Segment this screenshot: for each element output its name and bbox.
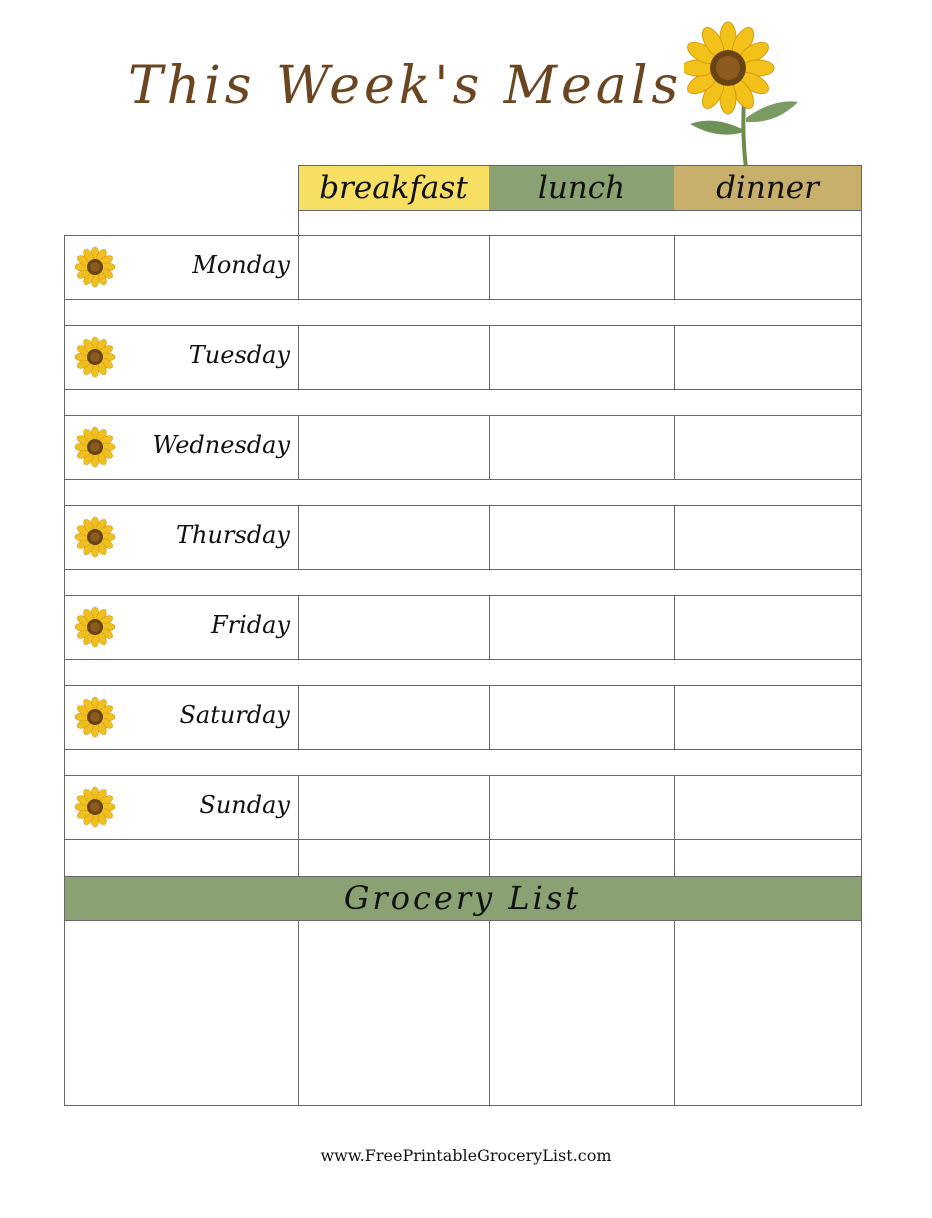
sunflower-icon [684, 20, 804, 168]
meal-cell-monday-breakfast[interactable] [298, 235, 489, 299]
grid-line [674, 235, 675, 299]
grocery-list-header: Grocery List [64, 876, 861, 920]
grid-line [64, 299, 862, 300]
grid-line [298, 685, 299, 749]
grid-line [64, 479, 65, 505]
grid-line [298, 775, 299, 839]
grid-line [64, 389, 862, 390]
grid-line [64, 299, 65, 325]
grid-line [298, 235, 299, 299]
grid-line [298, 505, 299, 569]
meal-cell-sunday-breakfast[interactable] [298, 775, 489, 839]
grid-line [489, 839, 490, 876]
grid-line [489, 235, 490, 299]
grid-line [64, 775, 862, 776]
grid-line [298, 325, 299, 389]
grid-line [64, 685, 862, 686]
meal-cell-friday-breakfast[interactable] [298, 595, 489, 659]
grid-line [861, 876, 862, 920]
day-label: Wednesday [152, 431, 290, 459]
grid-line [64, 920, 65, 1105]
grid-line [489, 415, 490, 479]
grid-line [861, 165, 862, 235]
grid-line [674, 839, 675, 876]
meal-header-breakfast: breakfast [298, 165, 489, 210]
grid-line [861, 595, 862, 659]
sunflower-icon [74, 246, 116, 288]
grid-line [861, 659, 862, 685]
grid-line [674, 325, 675, 389]
meal-cell-tuesday-lunch[interactable] [489, 325, 674, 389]
grid-line [674, 775, 675, 839]
meal-cell-monday-dinner[interactable] [674, 235, 861, 299]
grid-line [64, 415, 862, 416]
meal-cell-wednesday-breakfast[interactable] [298, 415, 489, 479]
grid-line [64, 876, 862, 877]
grid-line [64, 749, 65, 775]
grid-line [64, 595, 862, 596]
sunflower-icon [74, 696, 116, 738]
meal-cell-tuesday-dinner[interactable] [674, 325, 861, 389]
grid-line [861, 920, 862, 1105]
grid-line [861, 569, 862, 595]
grid-line [674, 505, 675, 569]
day-label: Monday [192, 251, 290, 279]
grid-line [674, 595, 675, 659]
sunflower-icon [74, 606, 116, 648]
meal-header-dinner: dinner [674, 165, 861, 210]
grid-line [489, 685, 490, 749]
grid-line [861, 479, 862, 505]
meal-cell-thursday-lunch[interactable] [489, 505, 674, 569]
meal-cell-friday-dinner[interactable] [674, 595, 861, 659]
meal-cell-tuesday-breakfast[interactable] [298, 325, 489, 389]
day-label: Thursday [176, 521, 290, 549]
grid-line [298, 839, 299, 876]
day-label: Saturday [179, 701, 290, 729]
grid-line [64, 839, 65, 876]
grid-line [861, 235, 862, 299]
meal-cell-saturday-breakfast[interactable] [298, 685, 489, 749]
grid-line [489, 595, 490, 659]
grid-line [298, 165, 299, 235]
grid-line [64, 325, 65, 389]
grid-line [64, 749, 862, 750]
meal-cell-thursday-dinner[interactable] [674, 505, 861, 569]
grid-line [64, 1105, 862, 1106]
meal-cell-sunday-lunch[interactable] [489, 775, 674, 839]
grid-line [298, 920, 299, 1105]
grid-line [674, 415, 675, 479]
grid-line [64, 415, 65, 479]
grid-line [64, 685, 65, 749]
grid-line [64, 479, 862, 480]
grid-line [489, 325, 490, 389]
grid-line [861, 389, 862, 415]
grocery-column-2[interactable] [298, 920, 489, 1105]
grid-line [489, 775, 490, 839]
meal-cell-wednesday-lunch[interactable] [489, 415, 674, 479]
meal-cell-saturday-dinner[interactable] [674, 685, 861, 749]
grid-line [861, 505, 862, 569]
grid-line [298, 165, 862, 166]
grid-line [64, 659, 862, 660]
grid-line [64, 569, 862, 570]
page-title: This Week's Meals [128, 56, 683, 116]
meal-cell-saturday-lunch[interactable] [489, 685, 674, 749]
grid-line [64, 325, 862, 326]
meal-header-lunch: lunch [489, 165, 674, 210]
grid-line [298, 415, 299, 479]
grid-line [64, 235, 862, 236]
meal-cell-wednesday-dinner[interactable] [674, 415, 861, 479]
grid-line [64, 775, 65, 839]
grid-line [64, 505, 65, 569]
grocery-column-4[interactable] [674, 920, 861, 1105]
grid-line [861, 299, 862, 325]
grid-line [64, 876, 65, 920]
grid-line [674, 685, 675, 749]
grid-line [64, 839, 862, 840]
grid-line [489, 920, 490, 1105]
grid-line [861, 839, 862, 876]
day-label: Tuesday [188, 341, 290, 369]
grid-line [861, 415, 862, 479]
sunflower-icon [74, 426, 116, 468]
meal-cell-sunday-dinner[interactable] [674, 775, 861, 839]
meal-cell-monday-lunch[interactable] [489, 235, 674, 299]
grid-line [64, 505, 862, 506]
sunflower-icon [74, 336, 116, 378]
grid-line [861, 749, 862, 775]
grid-line [674, 920, 675, 1105]
grid-line [861, 685, 862, 749]
grid-line [64, 569, 65, 595]
grocery-column-3[interactable] [489, 920, 674, 1105]
grid-line [861, 325, 862, 389]
grid-line [861, 775, 862, 839]
grid-line [298, 210, 861, 211]
grid-line [64, 235, 65, 299]
footer-url: www.FreePrintableGroceryList.com [320, 1146, 612, 1165]
grid-line [489, 505, 490, 569]
grid-line [64, 659, 65, 685]
grid-line [64, 595, 65, 659]
meal-cell-thursday-breakfast[interactable] [298, 505, 489, 569]
grid-line [298, 595, 299, 659]
sunflower-icon [74, 786, 116, 828]
grocery-column-1[interactable] [64, 920, 298, 1105]
sunflower-icon [74, 516, 116, 558]
meal-cell-friday-lunch[interactable] [489, 595, 674, 659]
day-label: Sunday [199, 791, 290, 819]
day-label: Friday [210, 611, 290, 639]
grid-line [64, 389, 65, 415]
